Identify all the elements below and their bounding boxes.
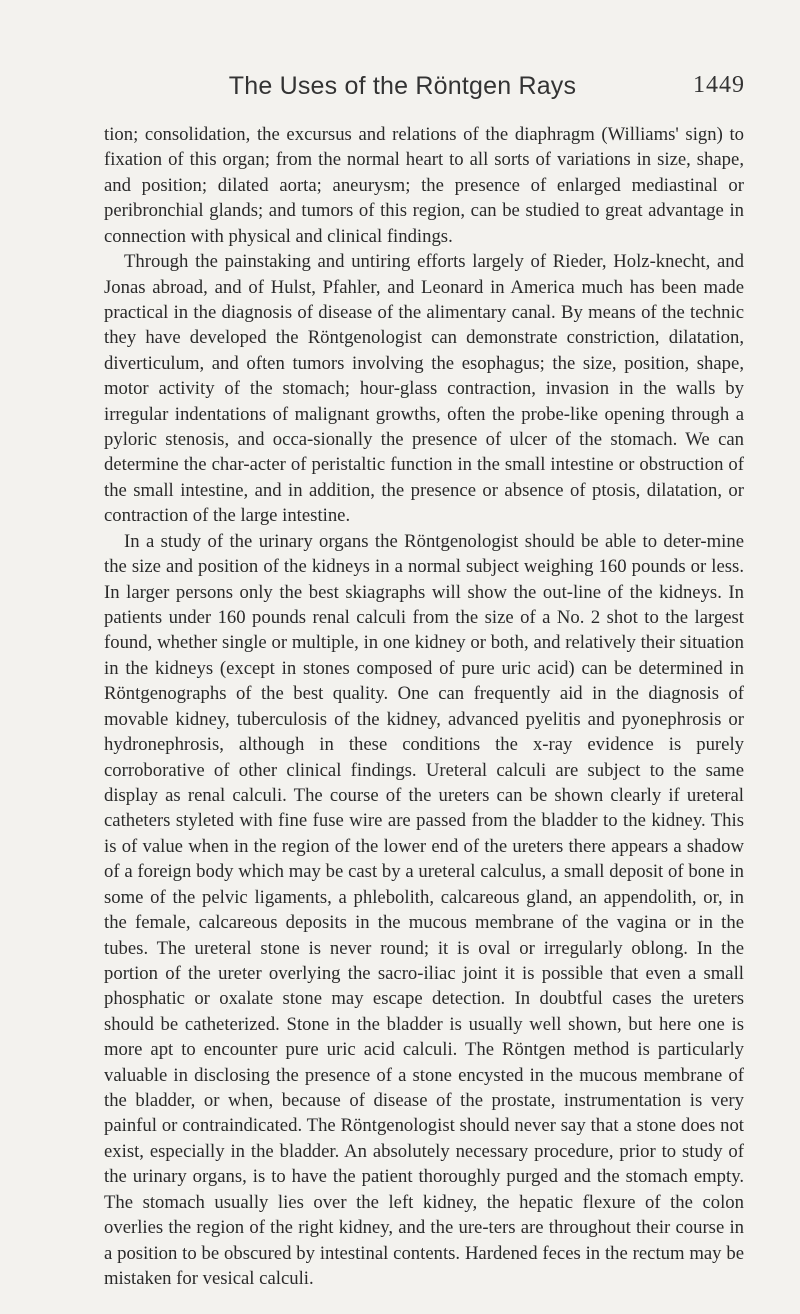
page-number: 1449 (693, 72, 745, 98)
paragraph-continued: tion; consolidation, the excursus and relations of the diaphragm (Williams' sign) to fixation of this organ; from the normal heart to all sorts of variations in size, shape, and position; dilated aorta; aneurysm; the presence of enlarged mediastinal or peribronchial glands; and tumors of this region, can be studied to great advantage in connection with physical and clinical findings. (104, 124, 744, 247)
paragraph-alimentary-canal: Through the painstaking and untiring efforts largely of Rieder, Holz-knecht, and Jonas abroad, and of Hulst, Pfahler, and Leonard in America much has been made practical in the diagnosis of disease of the alimentary canal. By means of the technic they have developed the Röntgenologist can demonstrate constriction, dilatation, diverticulum, and often tumors involving the esophagus; the size, position, shape, motor activity of the stomach; hour-glass contraction, invasion in the walls by irregular indentations of malignant growths, often the probe-like opening through a pyloric stenosis, and occa-sionally the presence of ulcer of the stomach. We can determine the char-acter of peristaltic function in the small intestine or obstruction of the small intestine, and in addition, the presence or absence of ptosis, dilatation, or contraction of the large intestine. (104, 251, 744, 527)
running-head-title: The Uses of the Röntgen Rays (228, 72, 577, 100)
running-head (105, 72, 745, 112)
body-text (104, 122, 744, 1291)
paragraph-urinary-organs: In a study of the urinary organs the Röntgenologist should be able to deter-mine the size and position of the kidneys in a normal subject weighing 160 pounds or less. In larger persons only the best skiagraphs will show the out-line of the kidneys. In patients under 160 pounds renal calculi from the size of a No. 2 shot to the largest found, whether single or multiple, in one kidney or both, and relatively their situation in the kidneys (except in stones composed of pure uric acid) can be determined in Röntgenographs of the best quality. One can frequently aid in the diagnosis of movable kidney, tuberculosis of the kidney, advanced pyelitis and pyonephrosis or hydronephrosis, although in these conditions the x-ray evidence is purely corroborative of other clinical findings. Ureteral calculi are subject to the same display as renal calculi. The course of the ureters can be shown clearly if ureteral catheters styleted with fine fuse wire are passed from the bladder to the kidney. This is of value when in the region of the lower end of the ureters there appears a shadow of a foreign body which may be cast by a ureteral calculus, a small deposit of bone in some of the pelvic ligaments, a phlebolith, calcareous gland, an appendolith, or, in the female, calcareous deposits in the mucous membrane of the vagina or in the tubes. The ureteral stone is never round; it is oval or irregularly oblong. In the portion of the ureter overlying the sacro-iliac joint it is possible that even a small phosphatic or oxalate stone may escape detection. In doubtful cases the ureters should be catheterized. Stone in the bladder is usually well shown, but here one is more apt to encounter pure uric acid calculi. The Röntgen method is particularly valuable in disclosing the presence of a stone encysted in the mucous membrane of the bladder, or when, because of disease of the prostate, instrumentation is very painful or contraindicated. The Röntgenologist should never say that a stone does not exist, especially in the bladder. An absolutely necessary procedure, prior to study of the urinary organs, is to have the patient thoroughly purged and the stomach empty. The stomach usually lies over the left kidney, the hepatic flexure of the colon overlies the region of the right kidney, and the ure-ters are throughout their course in a position to be obscured by intestinal contents. Hardened feces in the rectum may be mistaken for vesical calculi. (104, 530, 744, 1289)
